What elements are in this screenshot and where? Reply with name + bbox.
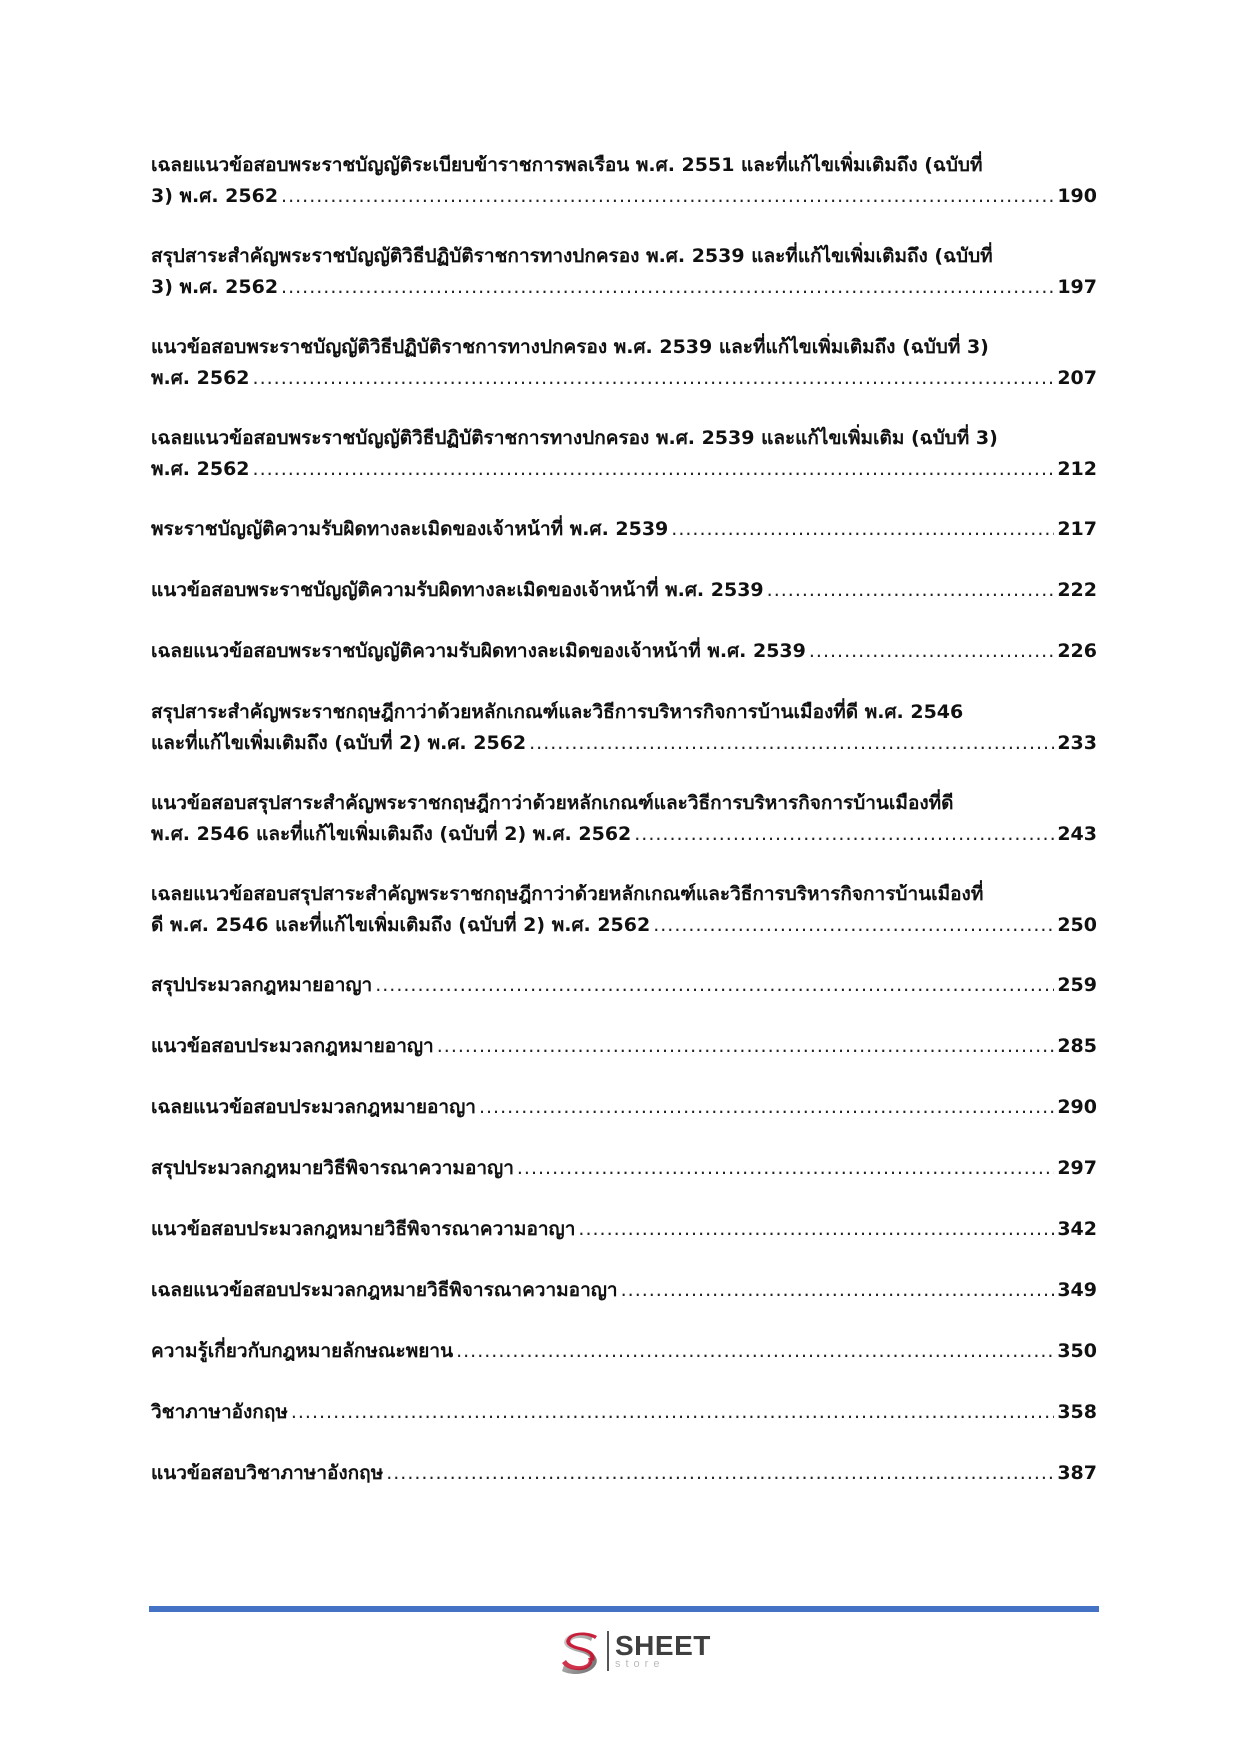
- table-of-contents: [151, 150, 1097, 1519]
- toc-entry-row: [151, 728, 1097, 759]
- toc-entry-title-line: เฉลยแนวข้อสอบพระราชบัญญัติระเบียบข้าราชการพลเรือน พ.ศ. 2551 และที่แก้ไขเพิ่มเติมถึง (ฉบับที่: [151, 154, 983, 176]
- toc-entry-row: [151, 636, 1097, 667]
- toc-entry-title: สรุปประมวลกฎหมายวิธีพิจารณาความอาญา: [151, 1157, 514, 1179]
- toc-entry: [151, 575, 1097, 606]
- logo-word: SHEET: [615, 1630, 711, 1661]
- toc-entry-row: [151, 1275, 1097, 1306]
- toc-entry: [151, 1336, 1097, 1367]
- toc-entry-title: ความรู้เกี่ยวกับกฎหมายลักษณะพยาน: [151, 1340, 454, 1362]
- toc-entry-title-line: เฉลยแนวข้อสอบพระราชบัญญัติวิธีปฏิบัติราชการทางปกครอง พ.ศ. 2539 และแก้ไขเพิ่มเติม (ฉบับที่ 3): [151, 427, 998, 449]
- toc-entry-row: [151, 1092, 1097, 1123]
- toc-entry-row: [151, 1031, 1097, 1062]
- toc-entry-row: [151, 819, 1097, 850]
- toc-leader-dots: [671, 514, 1054, 545]
- toc-entry-row: [151, 910, 1097, 941]
- toc-leader-dots: [809, 636, 1054, 667]
- toc-entry: [151, 636, 1097, 667]
- toc-leader-dots: [767, 575, 1055, 606]
- toc-page-number: 207: [1057, 367, 1097, 389]
- toc-entry-title: พ.ศ. 2546 และที่แก้ไขเพิ่มเติมถึง (ฉบับที่ 2) พ.ศ. 2562: [151, 823, 632, 845]
- toc-page-number: 290: [1057, 1096, 1097, 1118]
- toc-entry-row: [151, 970, 1097, 1001]
- toc-entry: [151, 423, 1097, 485]
- toc-entry-title: พ.ศ. 2562: [151, 367, 250, 389]
- toc-leader-dots: [653, 910, 1054, 941]
- toc-page-number: 358: [1057, 1401, 1097, 1423]
- toc-entry-title: ดี พ.ศ. 2546 และที่แก้ไขเพิ่มเติมถึง (ฉบับที่ 2) พ.ศ. 2562: [151, 914, 651, 936]
- toc-entry: [151, 1458, 1097, 1489]
- toc-leader-dots: [621, 1275, 1055, 1306]
- toc-entry-row: [151, 363, 1097, 394]
- toc-page-number: 387: [1057, 1462, 1097, 1484]
- toc-leader-dots: [578, 1214, 1054, 1245]
- toc-leader-dots: [517, 1153, 1054, 1184]
- toc-entry-row: [151, 181, 1097, 212]
- toc-entry: [151, 1031, 1097, 1062]
- toc-leader-dots: [456, 1336, 1054, 1367]
- toc-page-number: 350: [1057, 1340, 1097, 1362]
- toc-entry-title-line: เฉลยแนวข้อสอบสรุปสาระสำคัญพระราชกฤษฎีกาว่าด้วยหลักเกณฑ์และวิธีการบริหารกิจการบ้านเมืองที่: [151, 883, 984, 905]
- toc-leader-dots: [386, 1458, 1054, 1489]
- toc-page-number: 212: [1057, 458, 1097, 480]
- toc-leader-dots: [529, 728, 1054, 759]
- toc-entry-row: [151, 575, 1097, 606]
- toc-page-number: 190: [1057, 185, 1097, 207]
- toc-entry: [151, 1214, 1097, 1245]
- toc-entry-title: สรุปประมวลกฎหมายอาญา: [151, 974, 373, 996]
- toc-leader-dots: [291, 1397, 1054, 1428]
- toc-entry: [151, 879, 1097, 941]
- logo-text: [615, 1632, 711, 1670]
- toc-leader-dots: [281, 272, 1054, 303]
- toc-entry-title: วิชาภาษาอังกฤษ: [151, 1401, 288, 1423]
- toc-entry-title: แนวข้อสอบประมวลกฎหมายวิธีพิจารณาความอาญา: [151, 1218, 576, 1240]
- toc-entry: [151, 332, 1097, 394]
- toc-entry: [151, 1153, 1097, 1184]
- toc-entry-title: พระราชบัญญัติความรับผิดทางละเมิดของเจ้าหน้าที่ พ.ศ. 2539: [151, 518, 669, 540]
- toc-leader-dots: [281, 181, 1054, 212]
- toc-page-number: 285: [1057, 1035, 1097, 1057]
- toc-entry-title: และที่แก้ไขเพิ่มเติมถึง (ฉบับที่ 2) พ.ศ. 2562: [151, 732, 527, 754]
- toc-leader-dots: [253, 454, 1055, 485]
- toc-entry-title-line: แนวข้อสอบสรุปสาระสำคัญพระราชกฤษฎีกาว่าด้วยหลักเกณฑ์และวิธีการบริหารกิจการบ้านเมืองที่ดี: [151, 792, 954, 814]
- toc-entry-title: 3) พ.ศ. 2562: [151, 276, 279, 298]
- toc-entry: [151, 150, 1097, 212]
- toc-leader-dots: [375, 970, 1054, 1001]
- toc-entry-title-line: แนวข้อสอบพระราชบัญญัติวิธีปฏิบัติราชการทางปกครอง พ.ศ. 2539 และที่แก้ไขเพิ่มเติมถึง (ฉบับที่ 3): [151, 336, 989, 358]
- toc-page-number: 250: [1057, 914, 1097, 936]
- logo-subtitle: store: [615, 1658, 665, 1670]
- toc-leader-dots: [634, 819, 1054, 850]
- toc-leader-dots: [437, 1031, 1055, 1062]
- toc-page-number: 259: [1057, 974, 1097, 996]
- toc-page-number: 217: [1057, 518, 1097, 540]
- toc-page-number: 297: [1057, 1157, 1097, 1179]
- toc-entry: [151, 697, 1097, 759]
- toc-entry-title: แนวข้อสอบวิชาภาษาอังกฤษ: [151, 1462, 384, 1484]
- toc-entry: [151, 1275, 1097, 1306]
- toc-entry: [151, 970, 1097, 1001]
- toc-entry-row: [151, 1458, 1097, 1489]
- toc-entry: [151, 1397, 1097, 1428]
- footer-divider: [149, 1606, 1099, 1612]
- toc-page-number: 342: [1057, 1218, 1097, 1240]
- toc-entry-row: [151, 272, 1097, 303]
- toc-entry-title: เฉลยแนวข้อสอบประมวลกฎหมายวิธีพิจารณาความอาญา: [151, 1279, 618, 1301]
- toc-entry-title: พ.ศ. 2562: [151, 458, 250, 480]
- toc-entry-title: เฉลยแนวข้อสอบพระราชบัญญัติความรับผิดทางละเมิดของเจ้าหน้าที่ พ.ศ. 2539: [151, 640, 806, 662]
- toc-entry-row: [151, 454, 1097, 485]
- toc-entry-title: แนวข้อสอบพระราชบัญญัติความรับผิดทางละเมิดของเจ้าหน้าที่ พ.ศ. 2539: [151, 579, 764, 601]
- toc-entry-title: เฉลยแนวข้อสอบประมวลกฎหมายอาญา: [151, 1096, 476, 1118]
- toc-entry: [151, 1092, 1097, 1123]
- toc-entry-row: [151, 1153, 1097, 1184]
- logo-separator: [607, 1631, 609, 1671]
- toc-leader-dots: [479, 1092, 1054, 1123]
- toc-entry: [151, 514, 1097, 545]
- toc-page-number: 197: [1057, 276, 1097, 298]
- toc-entry: [151, 788, 1097, 850]
- toc-entry-title-line: สรุปสาระสำคัญพระราชบัญญัติวิธีปฏิบัติราชการทางปกครอง พ.ศ. 2539 และที่แก้ไขเพิ่มเติมถึง (ฉบับที่: [151, 245, 993, 267]
- toc-page-number: 243: [1057, 823, 1097, 845]
- toc-entry-row: [151, 1397, 1097, 1428]
- toc-entry-title: แนวข้อสอบประมวลกฎหมายอาญา: [151, 1035, 434, 1057]
- sheet-store-logo: [555, 1625, 711, 1677]
- toc-entry-row: [151, 1214, 1097, 1245]
- toc-entry: [151, 241, 1097, 303]
- toc-entry-title-line: สรุปสาระสำคัญพระราชกฤษฎีกาว่าด้วยหลักเกณฑ์และวิธีการบริหารกิจการบ้านเมืองที่ดี พ.ศ. 2546: [151, 701, 964, 723]
- toc-page-number: 226: [1057, 640, 1097, 662]
- toc-page-number: 233: [1057, 732, 1097, 754]
- toc-entry-row: [151, 1336, 1097, 1367]
- toc-page-number: 349: [1057, 1279, 1097, 1301]
- sheet-store-s-logo-icon: [555, 1627, 603, 1675]
- toc-leader-dots: [253, 363, 1055, 394]
- toc-entry-title: 3) พ.ศ. 2562: [151, 185, 279, 207]
- toc-entry-row: [151, 514, 1097, 545]
- toc-page-number: 222: [1057, 579, 1097, 601]
